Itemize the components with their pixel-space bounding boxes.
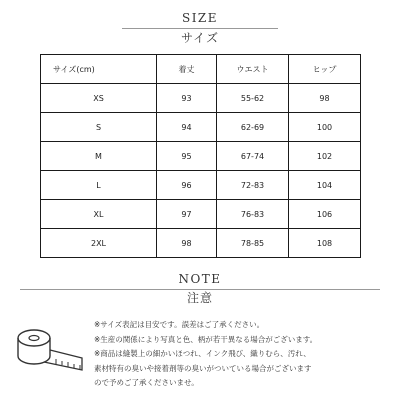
size-table: [40, 54, 361, 258]
table-row: [41, 229, 361, 258]
header-hip: ヒップ: [289, 55, 361, 84]
cell-waist: 76-83: [217, 200, 289, 229]
header-size: サイズ(cm): [41, 55, 157, 84]
cell-size: XL: [41, 200, 157, 229]
note-line: ※サイズ表記は目安です。誤差はご了承ください。: [94, 320, 265, 329]
table-row: [41, 142, 361, 171]
table-row: [41, 200, 361, 229]
size-title-en: SIZE: [181, 11, 219, 25]
cell-hip: 108: [289, 229, 361, 258]
cell-hip: 102: [289, 142, 361, 171]
cell-length: 95: [157, 142, 217, 171]
note-line: ※商品は縫製上の細かいほつれ、インク飛び、織りむら、汚れ、: [94, 349, 311, 358]
table-row: [41, 84, 361, 113]
size-title-jp: サイズ: [180, 31, 220, 45]
cell-waist: 78-85: [217, 229, 289, 258]
table-row: [41, 171, 361, 200]
cell-length: 94: [157, 113, 217, 142]
note-line: ので予めご了承くださいませ。: [94, 378, 199, 387]
note-title-jp: 注意: [186, 291, 213, 305]
cell-hip: 106: [289, 200, 361, 229]
cell-size: XS: [41, 84, 157, 113]
notes-block: [94, 318, 394, 391]
header-waist: ウエスト: [217, 55, 289, 84]
cell-hip: 98: [289, 84, 361, 113]
note-line: 素材特有の臭いや接着剤等の臭いがついている場合がございます: [94, 363, 312, 373]
cell-waist: 67-74: [217, 142, 289, 171]
cell-length: 96: [157, 171, 217, 200]
header-length: 着丈: [157, 55, 217, 84]
note-line: ※生産の関係により写真と色、柄が若干異なる場合がございます。: [94, 334, 318, 344]
table-row: [41, 113, 361, 142]
cell-size: 2XL: [41, 229, 157, 258]
size-table-header-row: [41, 55, 361, 84]
cell-waist: 55-62: [217, 84, 289, 113]
cell-size: M: [41, 142, 157, 171]
cell-length: 98: [157, 229, 217, 258]
cell-length: 97: [157, 200, 217, 229]
cell-size: S: [41, 113, 157, 142]
cell-hip: 100: [289, 113, 361, 142]
cell-waist: 62-69: [217, 113, 289, 142]
measuring-tape-icon: [14, 326, 86, 376]
cell-size: L: [41, 171, 157, 200]
note-title-en: NOTE: [178, 272, 222, 286]
cell-waist: 72-83: [217, 171, 289, 200]
cell-length: 93: [157, 84, 217, 113]
cell-hip: 104: [289, 171, 361, 200]
